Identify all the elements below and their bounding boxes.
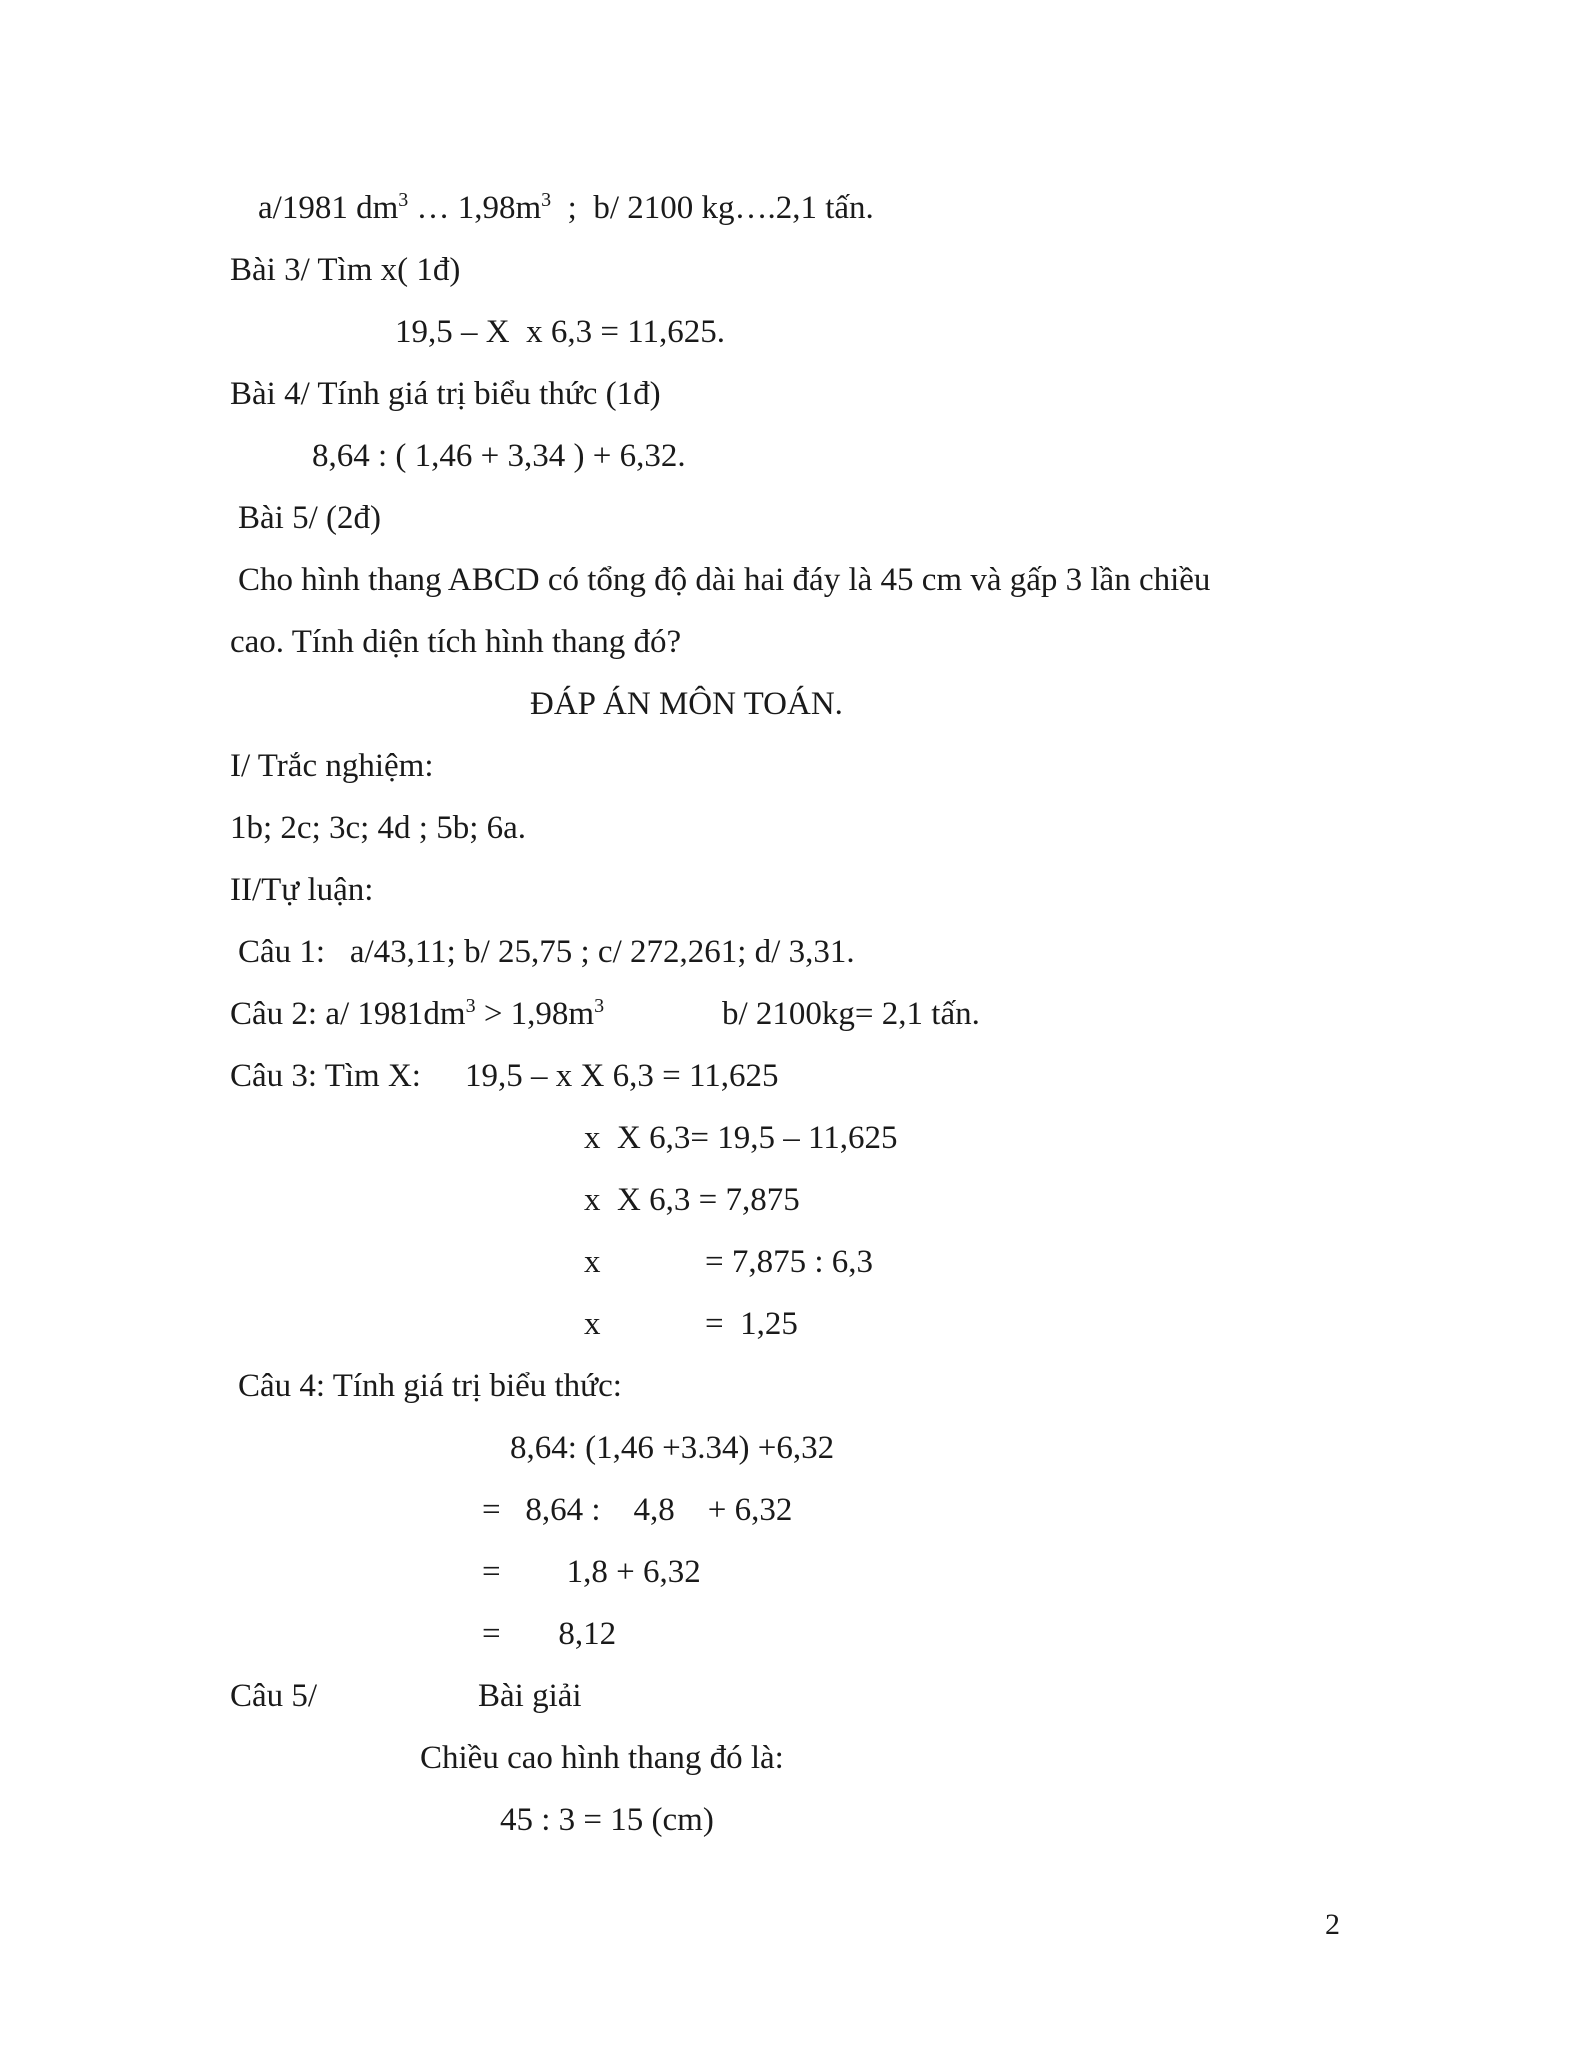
answer-cau4-line3: = 1,8 + 6,32 <box>482 1554 701 1590</box>
answer-cau4-line1: 8,64: (1,46 +3.34) +6,32 <box>510 1430 835 1466</box>
problem4-expression: 8,64 : ( 1,46 + 3,34 ) + 6,32. <box>312 438 686 474</box>
answer-cau3-line4-x: x <box>584 1244 601 1280</box>
answer-cau4-line2: = 8,64 : 4,8 + 6,32 <box>482 1492 793 1528</box>
answer-cau5-step1: Chiều cao hình thang đó là: <box>420 1740 784 1776</box>
page-number: 2 <box>1325 1908 1340 1941</box>
answer-cau3-line4-rhs: = 7,875 : 6,3 <box>705 1244 874 1280</box>
problem2-a-middle: … 1,98m <box>408 190 542 226</box>
answer-cau3-line3: x X 6,3 = 7,875 <box>584 1182 800 1218</box>
answer-cau3-line2: x X 6,3= 19,5 – 11,625 <box>584 1120 898 1156</box>
cau2-a-middle: > 1,98m <box>475 996 595 1032</box>
problem2-a-prefix: a/1981 dm <box>258 190 399 226</box>
cau2-exp1: 3 <box>465 995 476 1017</box>
problem3-heading: Bài 3/ Tìm x( 1đ) <box>230 252 461 288</box>
cau2-exp2: 3 <box>594 995 605 1017</box>
answer-cau2 <box>230 994 604 1034</box>
problem5-text-line2: cao. Tính diện tích hình thang đó? <box>230 624 682 660</box>
problem5-heading: Bài 5/ (2đ) <box>238 500 381 536</box>
answer-cau5-calc1: 45 : 3 = 15 (cm) <box>500 1802 714 1838</box>
answers-multiple-choice: 1b; 2c; 3c; 4d ; 5b; 6a. <box>230 810 527 846</box>
answer-cau2-b: b/ 2100kg= 2,1 tấn. <box>722 996 980 1032</box>
answer-cau3-label: Câu 3: Tìm X: <box>230 1058 421 1094</box>
answers-section2-heading: II/Tự luận: <box>230 872 374 908</box>
problem2-line <box>258 188 874 228</box>
problem2-a-exp1: 3 <box>398 189 409 211</box>
problem2-a-exp2: 3 <box>541 189 552 211</box>
answer-cau3-line1: 19,5 – x X 6,3 = 11,625 <box>465 1058 779 1094</box>
answer-cau3-line5-x: x <box>584 1306 601 1342</box>
answer-cau4-line4: = 8,12 <box>482 1616 617 1652</box>
problem5-text-line1: Cho hình thang ABCD có tổng độ dài hai đáy là 45 cm và gấp 3 lần chiều <box>238 562 1211 598</box>
problem4-heading: Bài 4/ Tính giá trị biểu thức (1đ) <box>230 376 661 412</box>
answer-cau5-solution-heading: Bài giải <box>478 1678 582 1714</box>
answers-section1-heading: I/ Trắc nghiệm: <box>230 748 434 784</box>
answers-title: ĐÁP ÁN MÔN TOÁN. <box>530 686 843 722</box>
answer-cau1: Câu 1: a/43,11; b/ 25,75 ; c/ 272,261; d/ 3,31. <box>238 934 855 970</box>
problem2-b-part: ; b/ 2100 kg….2,1 tấn. <box>551 190 874 226</box>
answer-cau5-label: Câu 5/ <box>230 1678 318 1714</box>
answer-cau4-label: Câu 4: Tính giá trị biểu thức: <box>238 1368 622 1404</box>
answer-cau3-line5-rhs: = 1,25 <box>705 1306 798 1342</box>
cau2-a-prefix: Câu 2: a/ 1981dm <box>230 996 466 1032</box>
problem3-expression: 19,5 – X x 6,3 = 11,625. <box>395 314 725 350</box>
